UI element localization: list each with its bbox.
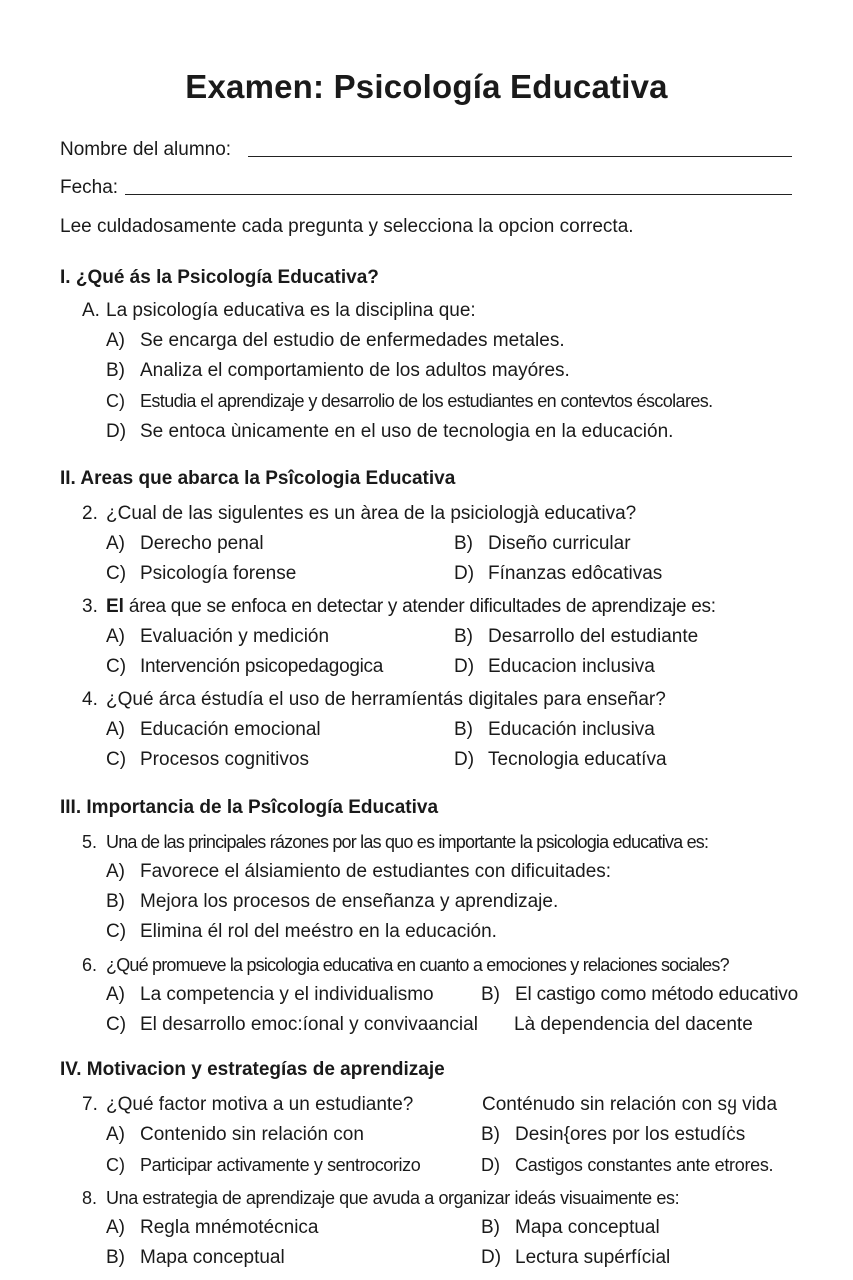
option-text: Elimina él rol del meéstro en la educación.	[140, 921, 497, 942]
option-text: Mapa conceptual	[140, 1247, 285, 1268]
option-letter: B)	[106, 1247, 125, 1268]
option-text: Educacion inclusiva	[488, 656, 655, 677]
question-number: 5.	[82, 832, 98, 852]
date-field[interactable]	[125, 194, 792, 195]
option-6c[interactable]	[106, 1013, 478, 1037]
option-letter: A)	[106, 1217, 125, 1238]
option-letter: B)	[481, 1217, 500, 1238]
instructions: Lee culdadosamente cada pregunta y selecciona la opcion correcta.	[60, 216, 634, 237]
option-letter: D)	[454, 749, 475, 770]
option-text: Desarrollo del estudiante	[488, 626, 699, 647]
option-3d[interactable]	[454, 655, 655, 679]
option-letter: D)	[481, 1155, 500, 1175]
section-2-heading: II. Areas que abarca la Psîcologia Educativa	[60, 468, 456, 489]
question-text: ¿Cual de las sigulentes es un àrea de la psiciologjà educativa?	[106, 503, 637, 524]
option-7a[interactable]	[106, 1123, 364, 1147]
option-1d[interactable]	[106, 420, 673, 444]
option-letter: D)	[106, 421, 127, 442]
question-number: 3.	[82, 596, 98, 617]
option-2d[interactable]	[454, 562, 662, 586]
option-7b[interactable]	[481, 1123, 745, 1147]
option-letter: A)	[106, 984, 125, 1005]
question-4	[82, 688, 666, 712]
section-1-heading: I. ¿Qué ás la Psicología Educatіva?	[60, 267, 379, 288]
option-letter: C)	[106, 391, 125, 411]
question-number: 6.	[82, 955, 98, 975]
date-label: Fecha:	[60, 177, 119, 198]
option-letter: A)	[106, 1124, 125, 1145]
option-letter: C)	[106, 1155, 125, 1175]
option-text: Procesos cognitivos	[140, 749, 309, 770]
option-8b[interactable]	[481, 1216, 660, 1240]
option-text: Educación emocional	[140, 719, 321, 740]
question-number: A.	[82, 300, 100, 321]
question-text-bold: El	[106, 596, 124, 617]
question-text: ¿Qué factor motiva a un estudiante?	[106, 1094, 414, 1115]
option-text: Estudia el aprendizaje y desarrolio de los estudiantes en contevtos éscolares.	[140, 391, 713, 411]
option-4b[interactable]	[454, 718, 655, 742]
option-letter: A)	[106, 626, 125, 647]
question-text: Una de las principales rázones por las quo es importante la psicologia educativa es:	[106, 832, 709, 852]
option-letter: C)	[106, 1014, 127, 1035]
option-1c[interactable]	[106, 389, 713, 413]
option-text: Intervención psicopedagogica	[140, 656, 383, 677]
option-letter: C)	[106, 656, 127, 677]
question-number: 8.	[82, 1188, 98, 1208]
option-4a[interactable]	[106, 718, 321, 742]
option-6a[interactable]	[106, 983, 434, 1007]
option-text: Evaluación y medición	[140, 626, 330, 647]
option-text: La competencia y el individualismo	[140, 984, 434, 1005]
option-6d[interactable]	[514, 1013, 753, 1037]
option-text: Psicología forense	[140, 563, 297, 584]
option-letter: D)	[481, 1247, 502, 1268]
option-7c[interactable]	[106, 1153, 420, 1177]
option-text: Fínanzas edôcativas	[488, 563, 663, 584]
option-text: Regla mnémotécnica	[140, 1217, 319, 1238]
option-3b[interactable]	[454, 625, 698, 649]
option-1a[interactable]	[106, 329, 565, 353]
option-text: Tecnologia educatíva	[488, 749, 667, 770]
option-8c[interactable]	[106, 1246, 285, 1270]
option-5b[interactable]	[106, 890, 558, 914]
option-3a[interactable]	[106, 625, 329, 649]
option-letter: D)	[454, 656, 475, 677]
option-letter: B)	[454, 719, 473, 740]
option-letter: D)	[454, 563, 475, 584]
option-text: Lectura supérfícial	[515, 1247, 671, 1268]
option-2a[interactable]	[106, 532, 264, 556]
option-text: El desarrollo emoc:íonal y convivaancial	[140, 1014, 478, 1035]
option-text: Mejora los procesos de enseñanza y aprendizaje.	[140, 891, 559, 912]
option-letter: B)	[106, 891, 125, 912]
student-name-field[interactable]	[248, 156, 792, 157]
question-5	[82, 830, 708, 854]
option-letter: B)	[454, 626, 473, 647]
option-letter: B)	[481, 984, 500, 1005]
question-2	[82, 502, 636, 526]
option-3c[interactable]	[106, 655, 383, 679]
question-6	[82, 953, 729, 977]
option-4d[interactable]	[454, 748, 667, 772]
option-1b[interactable]	[106, 359, 570, 383]
question-8	[82, 1186, 679, 1210]
option-5c[interactable]	[106, 920, 497, 944]
option-text: Se encarga del estudio de enfermedades metales.	[140, 330, 565, 351]
option-6b[interactable]	[481, 983, 798, 1007]
question-number: 4.	[82, 689, 98, 710]
option-text: Là dependencia del dacente	[514, 1014, 753, 1035]
option-letter: C)	[106, 749, 127, 770]
option-letter: B)	[106, 360, 125, 381]
option-text: Participar activamente y sentrocorizo	[140, 1155, 421, 1175]
option-8d[interactable]	[481, 1246, 670, 1270]
option-4c[interactable]	[106, 748, 309, 772]
option-letter: C)	[106, 563, 127, 584]
question-text: La psicología educativa es la disciplina que:	[106, 300, 476, 321]
question-text: área que se enfoca en detectar y atender dificultades de aprendizaje es:	[123, 596, 716, 617]
option-letter: B)	[454, 533, 473, 554]
option-text: Derecho penal	[140, 533, 264, 554]
option-5a[interactable]	[106, 860, 611, 884]
question-text: ¿Qué árca éstudía el uso de herramíentás digitales para enseñar?	[106, 689, 666, 710]
section-3-heading: III. Importancia de la Psîcología Educatіva	[60, 797, 439, 818]
section-4-heading: IV. Motivacion y estrategías de aprendizaje	[60, 1059, 445, 1080]
exam-title: Examen: Psicología Educativa	[185, 68, 668, 105]
option-7d[interactable]	[481, 1153, 773, 1177]
option-2b[interactable]	[454, 532, 631, 556]
question-number: 2.	[82, 503, 98, 524]
option-letter: B)	[481, 1124, 500, 1145]
question-7	[82, 1093, 413, 1117]
question-7-side-text: Conténudo sin relación con sყ vida	[482, 1094, 778, 1115]
student-name-label: Nombre del alumno:	[60, 139, 232, 160]
option-8a[interactable]	[106, 1216, 318, 1240]
option-letter: A)	[106, 330, 125, 351]
question-text: Una estrategia de aprendizaje que avuda a organizar ideás visuaimente es:	[106, 1188, 680, 1208]
option-2c[interactable]	[106, 562, 296, 586]
option-text: Favorece el álsiamiento de estudiantes con dificuitades:	[140, 861, 612, 882]
option-text: Educación inclusiva	[488, 719, 655, 740]
option-text: Se entoca ùnicamente en el uso de tecnologia en la educación.	[140, 421, 674, 442]
option-text: Contenido sin relación con	[140, 1124, 364, 1145]
question-number: 7.	[82, 1094, 98, 1115]
option-text: Mapa conceptual	[515, 1217, 660, 1238]
option-text: Diseño curricular	[488, 533, 631, 554]
option-letter: A)	[106, 533, 125, 554]
option-letter: A)	[106, 719, 125, 740]
question-3	[82, 595, 716, 619]
question-1	[82, 299, 476, 323]
option-text: Analiza el comportamiento de los adultos mayóres.	[140, 360, 570, 381]
option-text: Desin{ores por los estudíċs	[515, 1124, 746, 1145]
option-letter: A)	[106, 861, 125, 882]
option-text: El castigo como método educativo	[515, 984, 798, 1005]
option-text: Castigos constantes ante etrores.	[515, 1155, 774, 1175]
question-text: ¿Qué promueve la psicologia educativa en cuanto a emociones y relaciones sociales?	[106, 955, 729, 975]
option-letter: C)	[106, 921, 127, 942]
